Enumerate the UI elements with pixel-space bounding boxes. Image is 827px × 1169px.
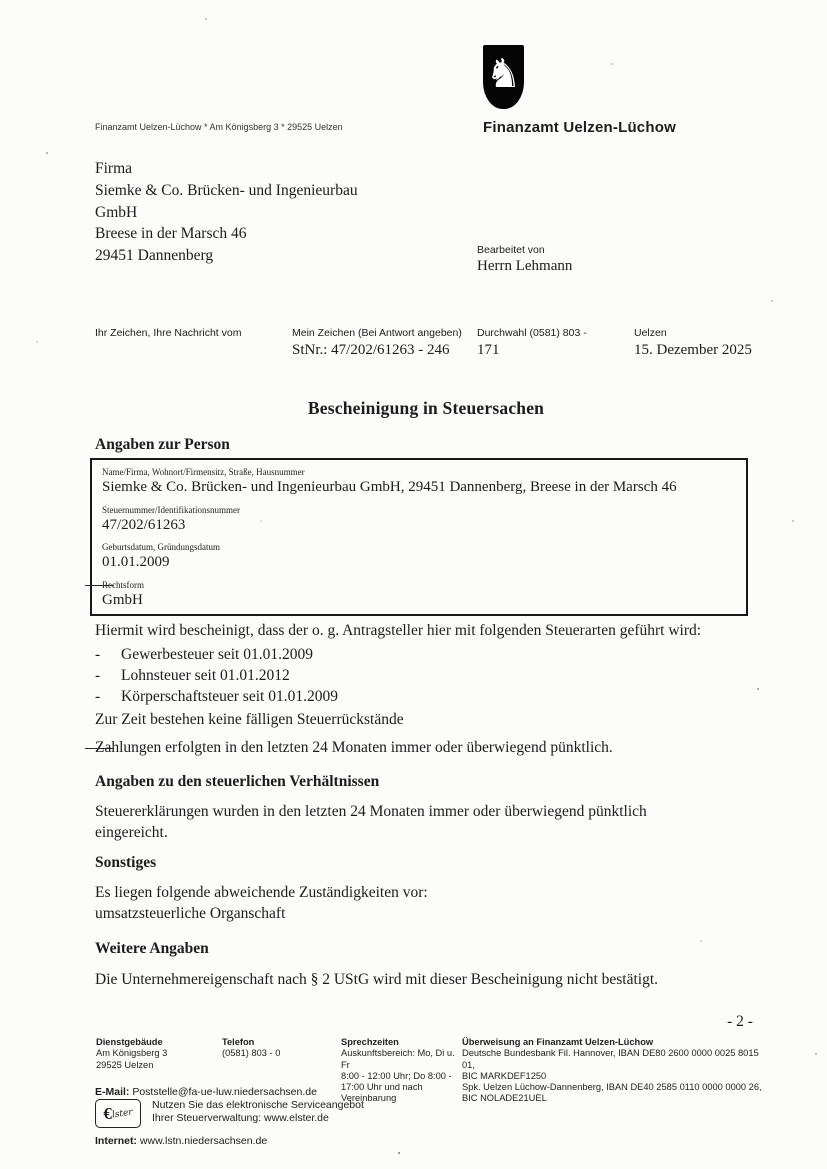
fold-mark <box>85 585 114 586</box>
footer-line: 29525 Uelzen <box>96 1059 154 1070</box>
footer-line: Vereinbarung <box>341 1093 397 1104</box>
person-details-box <box>90 458 748 616</box>
footer-line: 17:00 Uhr und nach <box>341 1082 423 1093</box>
bullet-dash: - <box>95 667 101 684</box>
footer-label: Sprechzeiten <box>341 1037 399 1047</box>
footer-label: Dienstgebäude <box>96 1037 163 1047</box>
other-text-line: Es liegen folgende abweichende Zuständigkeiten vor: <box>95 884 428 901</box>
field-label: Geburtsdatum, Gründungsdatum <box>102 542 220 552</box>
niedersachsen-coat-of-arms-icon <box>483 45 524 109</box>
bullet-dash: - <box>95 688 101 705</box>
email-label: E-Mail: <box>95 1086 130 1098</box>
internet-label: Internet: <box>95 1135 137 1147</box>
field-label: Name/Firma, Wohnort/Firmensitz, Straße, Hausnummer <box>102 467 305 477</box>
elster-euro-glyph: € <box>103 1104 112 1123</box>
footer-line: BIC MARKDEF1250 <box>462 1070 547 1081</box>
section-heading-person: Angaben zur Person <box>95 436 230 453</box>
tax-type-item <box>95 644 775 665</box>
tax-type-text: Lohnsteuer seit 01.01.2012 <box>121 667 290 684</box>
tax-type-item <box>95 665 775 686</box>
office-name: Finanzamt Uelzen-Lüchow <box>483 119 676 136</box>
my-reference-label: Mein Zeichen (Bei Antwort angeben) <box>292 327 462 339</box>
sender-return-address: Finanzamt Uelzen-Lüchow * Am Königsberg 3 * 29525 Uelzen <box>95 122 343 132</box>
tax-type-item <box>95 686 775 707</box>
recipient-line: GmbH <box>95 203 138 221</box>
field-rechtsform <box>102 580 736 610</box>
payments-statement: Zahlungen erfolgten in den letzten 24 Monaten immer oder überwiegend pünktlich. <box>95 739 613 756</box>
field-gruendungsdatum <box>102 542 736 572</box>
your-reference-label: Ihr Zeichen, Ihre Nachricht vom <box>95 327 242 339</box>
recipient-line: Breese in der Marsch 46 <box>95 225 247 243</box>
tax-affairs-text-line: Steuererklärungen wurden in den letzten 24 Monaten immer oder überwiegend pünktlich <box>95 803 647 820</box>
elster-logo-icon <box>95 1099 141 1128</box>
footer-line: (0581) 803 - 0 <box>222 1048 281 1059</box>
internet-line <box>95 1135 267 1147</box>
tax-number-value: StNr.: 47/202/61263 - 246 <box>292 342 450 358</box>
elster-promo-text <box>152 1099 364 1124</box>
email-value: Poststelle@fa-ue-luw.niedersachsen.de <box>132 1086 317 1098</box>
processed-by-label: Bearbeitet von <box>477 244 545 256</box>
field-label: Steuernummer/Identifikationsnummer <box>102 504 240 515</box>
footer-phone <box>222 1037 327 1060</box>
footer-label: Überweisung an Finanzamt Uelzen-Lüchow <box>462 1037 654 1047</box>
elster-line: Ihrer Steuerverwaltung: www.elster.de <box>152 1111 329 1124</box>
elster-script-glyph: lster <box>111 1107 134 1120</box>
elster-line: Nutzen Sie das elektronische Serviceangebot <box>152 1099 364 1111</box>
recipient-line: Siemke & Co. Brücken- und Ingenieurbau <box>95 181 358 199</box>
footer-line: Deutsche Bundesbank Fil. Hannover, IBAN DE80 2600 0000 0025 8015 01, <box>462 1048 759 1070</box>
recipient-line: Firma <box>95 160 133 177</box>
tax-affairs-text-line: eingereicht. <box>95 824 168 841</box>
place-label: Uelzen <box>634 327 667 339</box>
email-line <box>95 1086 317 1098</box>
document-title: Bescheinigung in Steuersachen <box>307 398 545 418</box>
field-steuernummer <box>102 505 736 535</box>
section-heading-further: Weitere Angaben <box>95 940 209 957</box>
dial-extension-label: Durchwahl (0581) 803 - <box>477 327 587 339</box>
footer-line: 8:00 - 12:00 Uhr; Do 8:00 - <box>341 1070 452 1081</box>
fold-mark <box>85 748 114 749</box>
tax-type-text: Körperschaftsteuer seit 01.01.2009 <box>121 688 338 705</box>
footer-office-building <box>96 1037 211 1071</box>
field-value: 01.01.2009 <box>102 554 170 570</box>
page-number: - 2 - <box>727 1013 753 1030</box>
field-value: Siemke & Co. Brücken- und Ingenieurbau GmbH, 29451 Dannenberg, Breese in der Marsch 46 <box>102 479 677 495</box>
further-text-line: Die Unternehmereigenschaft nach § 2 UStG wird mit dieser Bescheinigung nicht bestätigt. <box>95 971 659 988</box>
scan-noise <box>0 0 2 2</box>
field-value: 47/202/61263 <box>102 516 186 533</box>
date-value: 15. Dezember 2025 <box>634 342 752 358</box>
processed-by-block <box>477 244 572 275</box>
footer-line: Spk. Uelzen Lüchow-Dannenberg, IBAN DE40 2585 0110 0000 0000 26, <box>462 1082 762 1093</box>
horse-icon: ♞ <box>485 51 522 97</box>
certification-intro: Hiermit wird bescheinigt, dass der o. g. Antragsteller hier mit folgenden Steuerarten geführt wird: <box>95 622 702 639</box>
processed-by-value: Herrn Lehmann <box>477 258 573 274</box>
field-name-firma <box>102 467 736 497</box>
field-label: Rechtsform <box>102 579 144 590</box>
dial-extension-value: 171 <box>477 342 500 358</box>
no-arrears-statement: Zur Zeit bestehen keine fälligen Steuerrückstände <box>95 711 404 728</box>
tax-type-text: Gewerbesteuer seit 01.01.2009 <box>121 646 313 663</box>
footer-line: BIC NOLADE21UEL <box>462 1093 547 1104</box>
footer-bank-details <box>462 1037 762 1105</box>
internet-value: www.lstn.niedersachsen.de <box>139 1135 268 1147</box>
section-heading-tax-affairs: Angaben zu den steuerlichen Verhältnissen <box>95 773 380 790</box>
recipient-address-block <box>95 158 358 267</box>
footer-label: Telefon <box>222 1037 255 1047</box>
footer-office-hours <box>341 1037 456 1105</box>
other-text-line: umsatzsteuerliche Organschaft <box>95 905 286 922</box>
footer-line: Auskunftsbereich: Mo, Di u. Fr <box>341 1048 455 1070</box>
field-value: GmbH <box>102 591 143 608</box>
recipient-line: 29451 Dannenberg <box>95 247 214 265</box>
footer-line: Am Königsberg 3 <box>96 1048 168 1059</box>
section-heading-other: Sonstiges <box>95 854 157 871</box>
bullet-dash: - <box>95 646 101 663</box>
